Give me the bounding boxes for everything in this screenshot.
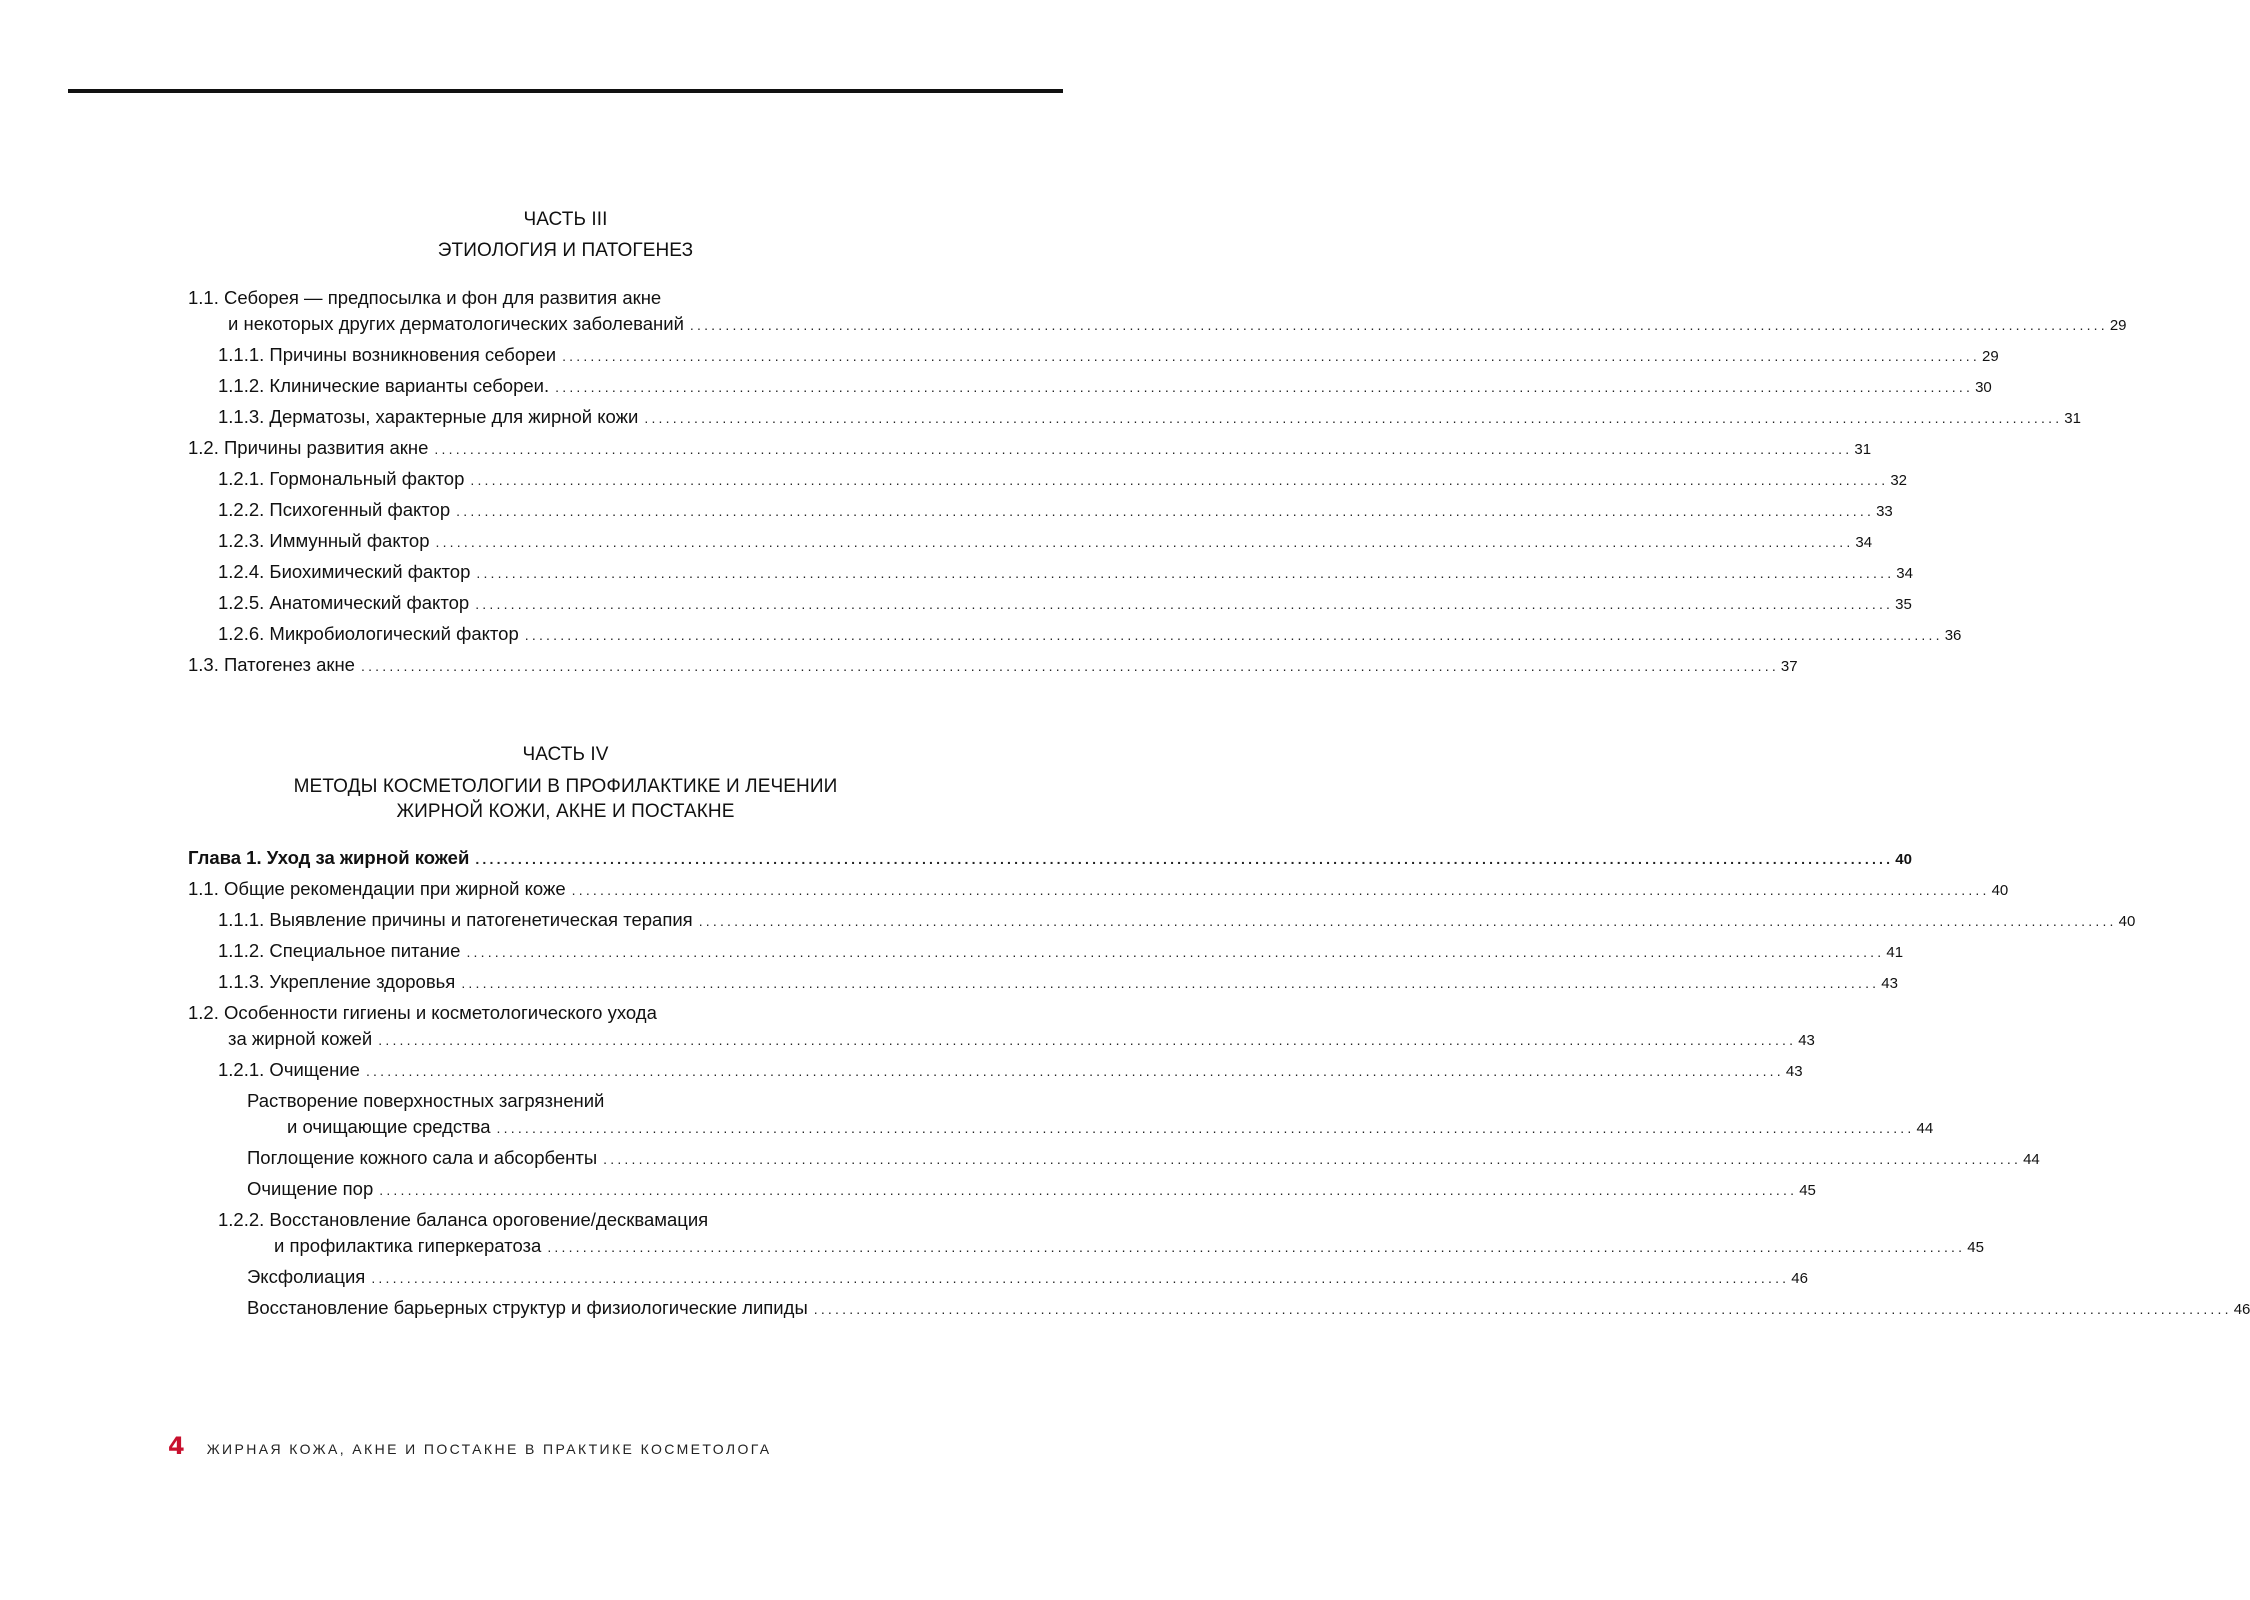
toc-entry-title: 1.1.3. Укрепление здоровья [218, 969, 461, 995]
page-footer [168, 1432, 772, 1460]
toc-entry [188, 528, 1873, 559]
toc-page-number: 44 [2023, 1151, 2040, 1168]
toc-page-number: 44 [1916, 1120, 1934, 1137]
dot-leader: ........................................................................................................................................................................................................ [379, 1182, 1798, 1198]
dot-leader: ........................................................................................................................................................................................................ [378, 1032, 1797, 1048]
toc-page-number: 34 [1855, 534, 1873, 551]
toc-entry-title: 1.2.3. Иммунный фактор [218, 528, 435, 554]
part3-title: ЭТИОЛОГИЯ И ПАТОГЕНЕЗ [437, 240, 694, 261]
toc-part3 [188, 285, 2127, 683]
dot-leader: ........................................................................................................................................................................................................ [813, 1301, 2232, 1317]
toc-entry [188, 1295, 2250, 1326]
toc-page-number: 43 [1785, 1063, 1803, 1080]
toc-entry [188, 342, 1999, 373]
toc-entry-title: Очищение пор [247, 1176, 379, 1202]
dot-leader: ........................................................................................................................................................................................................ [603, 1151, 2022, 1167]
toc-entry-title: 1.1.2. Специальное питание [218, 938, 466, 964]
toc-entry [188, 373, 1992, 404]
dot-leader: ........................................................................................................................................................................................................ [698, 913, 2117, 929]
toc-part4 [188, 845, 2250, 1326]
toc-entry-title: 1.1. Общие рекомендации при жирной коже [188, 876, 572, 902]
toc-page-number: 46 [2233, 1301, 2250, 1318]
toc-entry [188, 1057, 1803, 1088]
toc-entry [188, 404, 2081, 435]
part3-label: ЧАСТЬ III [523, 209, 608, 230]
toc-entry [188, 285, 2127, 342]
toc-page-number: 33 [1876, 503, 1893, 520]
toc-page-number: 41 [1886, 944, 1904, 961]
toc-page-number: 31 [1854, 441, 1872, 458]
toc-page-number: 45 [1967, 1239, 1984, 1256]
dot-leader: ........................................................................................................................................................................................................ [466, 944, 1885, 960]
toc-entry [188, 1176, 1816, 1207]
dot-leader: ........................................................................................................................................................................................................ [470, 472, 1889, 488]
toc-entry [188, 1207, 1984, 1264]
dot-leader: ........................................................................................................................................................................................................ [475, 851, 1894, 867]
dot-leader: ........................................................................................................................................................................................................ [360, 658, 1779, 674]
toc-entry-title: Эксфолиация [247, 1264, 371, 1290]
toc-page-number: 40 [1991, 882, 2009, 899]
part4-label: ЧАСТЬ IV [522, 744, 609, 765]
toc-entry [188, 435, 1872, 466]
toc-entry-title: 1.2.6. Микробиологический фактор [218, 621, 525, 647]
toc-page-number: 29 [1982, 348, 1999, 365]
toc-entry-title: за жирной кожей [228, 1026, 378, 1052]
toc-entry-title: 1.2.2. Психогенный фактор [218, 497, 456, 523]
toc-entry-title: 1.1.1. Причины возникновения себореи [218, 342, 562, 368]
toc-entry [188, 590, 1912, 621]
dot-leader: ........................................................................................................................................................................................................ [456, 503, 1875, 519]
part4-title-line2: ЖИРНОЙ КОЖИ, АКНЕ И ПОСТАКНЕ [396, 801, 735, 822]
dot-leader: ........................................................................................................................................................................................................ [644, 410, 2063, 426]
toc-entry-title: и некоторых других дерматологических заболеваний [228, 311, 690, 337]
toc-page-number: 31 [2064, 410, 2081, 427]
top-rule [68, 89, 1063, 93]
toc-entry-title: 1.2. Причины развития акне [188, 435, 434, 461]
dot-leader: ........................................................................................................................................................................................................ [555, 379, 1974, 395]
toc-entry-title: 1.1.3. Дерматозы, характерные для жирной кожи [218, 404, 644, 430]
dot-leader: ........................................................................................................................................................................................................ [461, 975, 1880, 991]
dot-leader: ........................................................................................................................................................................................................ [434, 441, 1853, 457]
dot-leader: ........................................................................................................................................................................................................ [475, 596, 1894, 612]
toc-entry-title: Восстановление барьерных структур и физиологические липиды [247, 1295, 814, 1321]
toc-page-number: 29 [2109, 317, 2127, 334]
toc-entry-title-line1: 1.2.2. Восстановление баланса ороговение/десквамация [218, 1209, 709, 1230]
toc-entry-title: 1.2.5. Анатомический фактор [218, 590, 475, 616]
toc-page-number: 30 [1975, 379, 1992, 396]
toc-page-number: 35 [1895, 596, 1912, 613]
dot-leader: ........................................................................................................................................................................................................ [571, 882, 1990, 898]
toc-entry [188, 845, 1912, 876]
toc-entry [188, 497, 1893, 528]
toc-entry [188, 652, 1798, 683]
toc-entry-title: 1.2.1. Гормональный фактор [218, 466, 470, 492]
toc-entry [188, 1264, 1808, 1295]
dot-leader: ........................................................................................................................................................................................................ [524, 627, 1943, 643]
toc-entry-title: и очищающие средства [287, 1114, 497, 1140]
toc-entry [188, 1145, 2040, 1176]
toc-page-number: 37 [1780, 658, 1798, 675]
dot-leader: ........................................................................................................................................................................................................ [476, 565, 1895, 581]
toc-page-number: 40 [2118, 913, 2136, 930]
toc-page-number: 36 [1944, 627, 1962, 644]
dot-leader: ........................................................................................................................................................................................................ [547, 1239, 1966, 1255]
toc-entry [188, 621, 1962, 652]
toc-entry-title: 1.3. Патогенез акне [188, 652, 361, 678]
running-title: ЖИРНАЯ КОЖА, АКНЕ И ПОСТАКНЕ В ПРАКТИКЕ КОСМЕТОЛОГА [206, 1441, 772, 1457]
toc-page-number: 43 [1798, 1032, 1815, 1049]
toc-entry-title: и профилактика гиперкератоза [274, 1233, 547, 1259]
toc-page-number: 40 [1895, 851, 1912, 868]
toc-entry-title: Глава 1. Уход за жирной кожей [188, 845, 475, 871]
toc-entry [188, 1088, 1934, 1145]
toc-entry-title: 1.1.1. Выявление причины и патогенетическая терапия [218, 907, 699, 933]
toc-entry-title-line1: Растворение поверхностных загрязнений [247, 1090, 605, 1111]
toc-page-number: 45 [1799, 1182, 1816, 1199]
toc-page-number: 32 [1890, 472, 1907, 489]
toc-entry [188, 1000, 1815, 1057]
dot-leader: ........................................................................................................................................................................................................ [365, 1063, 1784, 1079]
toc-entry-title: 1.2.4. Биохимический фактор [218, 559, 476, 585]
dot-leader: ........................................................................................................................................................................................................ [371, 1270, 1790, 1286]
toc-page-number: 46 [1791, 1270, 1808, 1287]
toc-entry [188, 466, 1907, 497]
dot-leader: ........................................................................................................................................................................................................ [496, 1120, 1915, 1136]
dot-leader: ........................................................................................................................................................................................................ [689, 317, 2108, 333]
toc-entry-title: 1.2.1. Очищение [218, 1057, 366, 1083]
dot-leader: ........................................................................................................................................................................................................ [562, 348, 1980, 364]
toc-entry [188, 876, 2009, 907]
toc-entry [188, 938, 1904, 969]
toc-entry [188, 907, 2136, 938]
dot-leader: ........................................................................................................................................................................................................ [435, 534, 1854, 550]
part4-title-line1: МЕТОДЫ КОСМЕТОЛОГИИ В ПРОФИЛАКТИКЕ И ЛЕЧЕНИИ [293, 776, 838, 797]
toc-entry-title-line1: 1.1. Себорея — предпосылка и фон для развития акне [188, 287, 662, 308]
toc-entry [188, 559, 1913, 590]
toc-entry-title: 1.1.2. Клинические варианты себореи. [218, 373, 555, 399]
toc-page-number: 43 [1881, 975, 1898, 992]
toc-entry-title-line1: 1.2. Особенности гигиены и косметологического ухода [188, 1002, 657, 1023]
toc-entry-title: Поглощение кожного сала и абсорбенты [247, 1145, 603, 1171]
page-number: 4 [168, 1432, 185, 1460]
toc-entry [188, 969, 1898, 1000]
toc-page-number: 34 [1896, 565, 1913, 582]
